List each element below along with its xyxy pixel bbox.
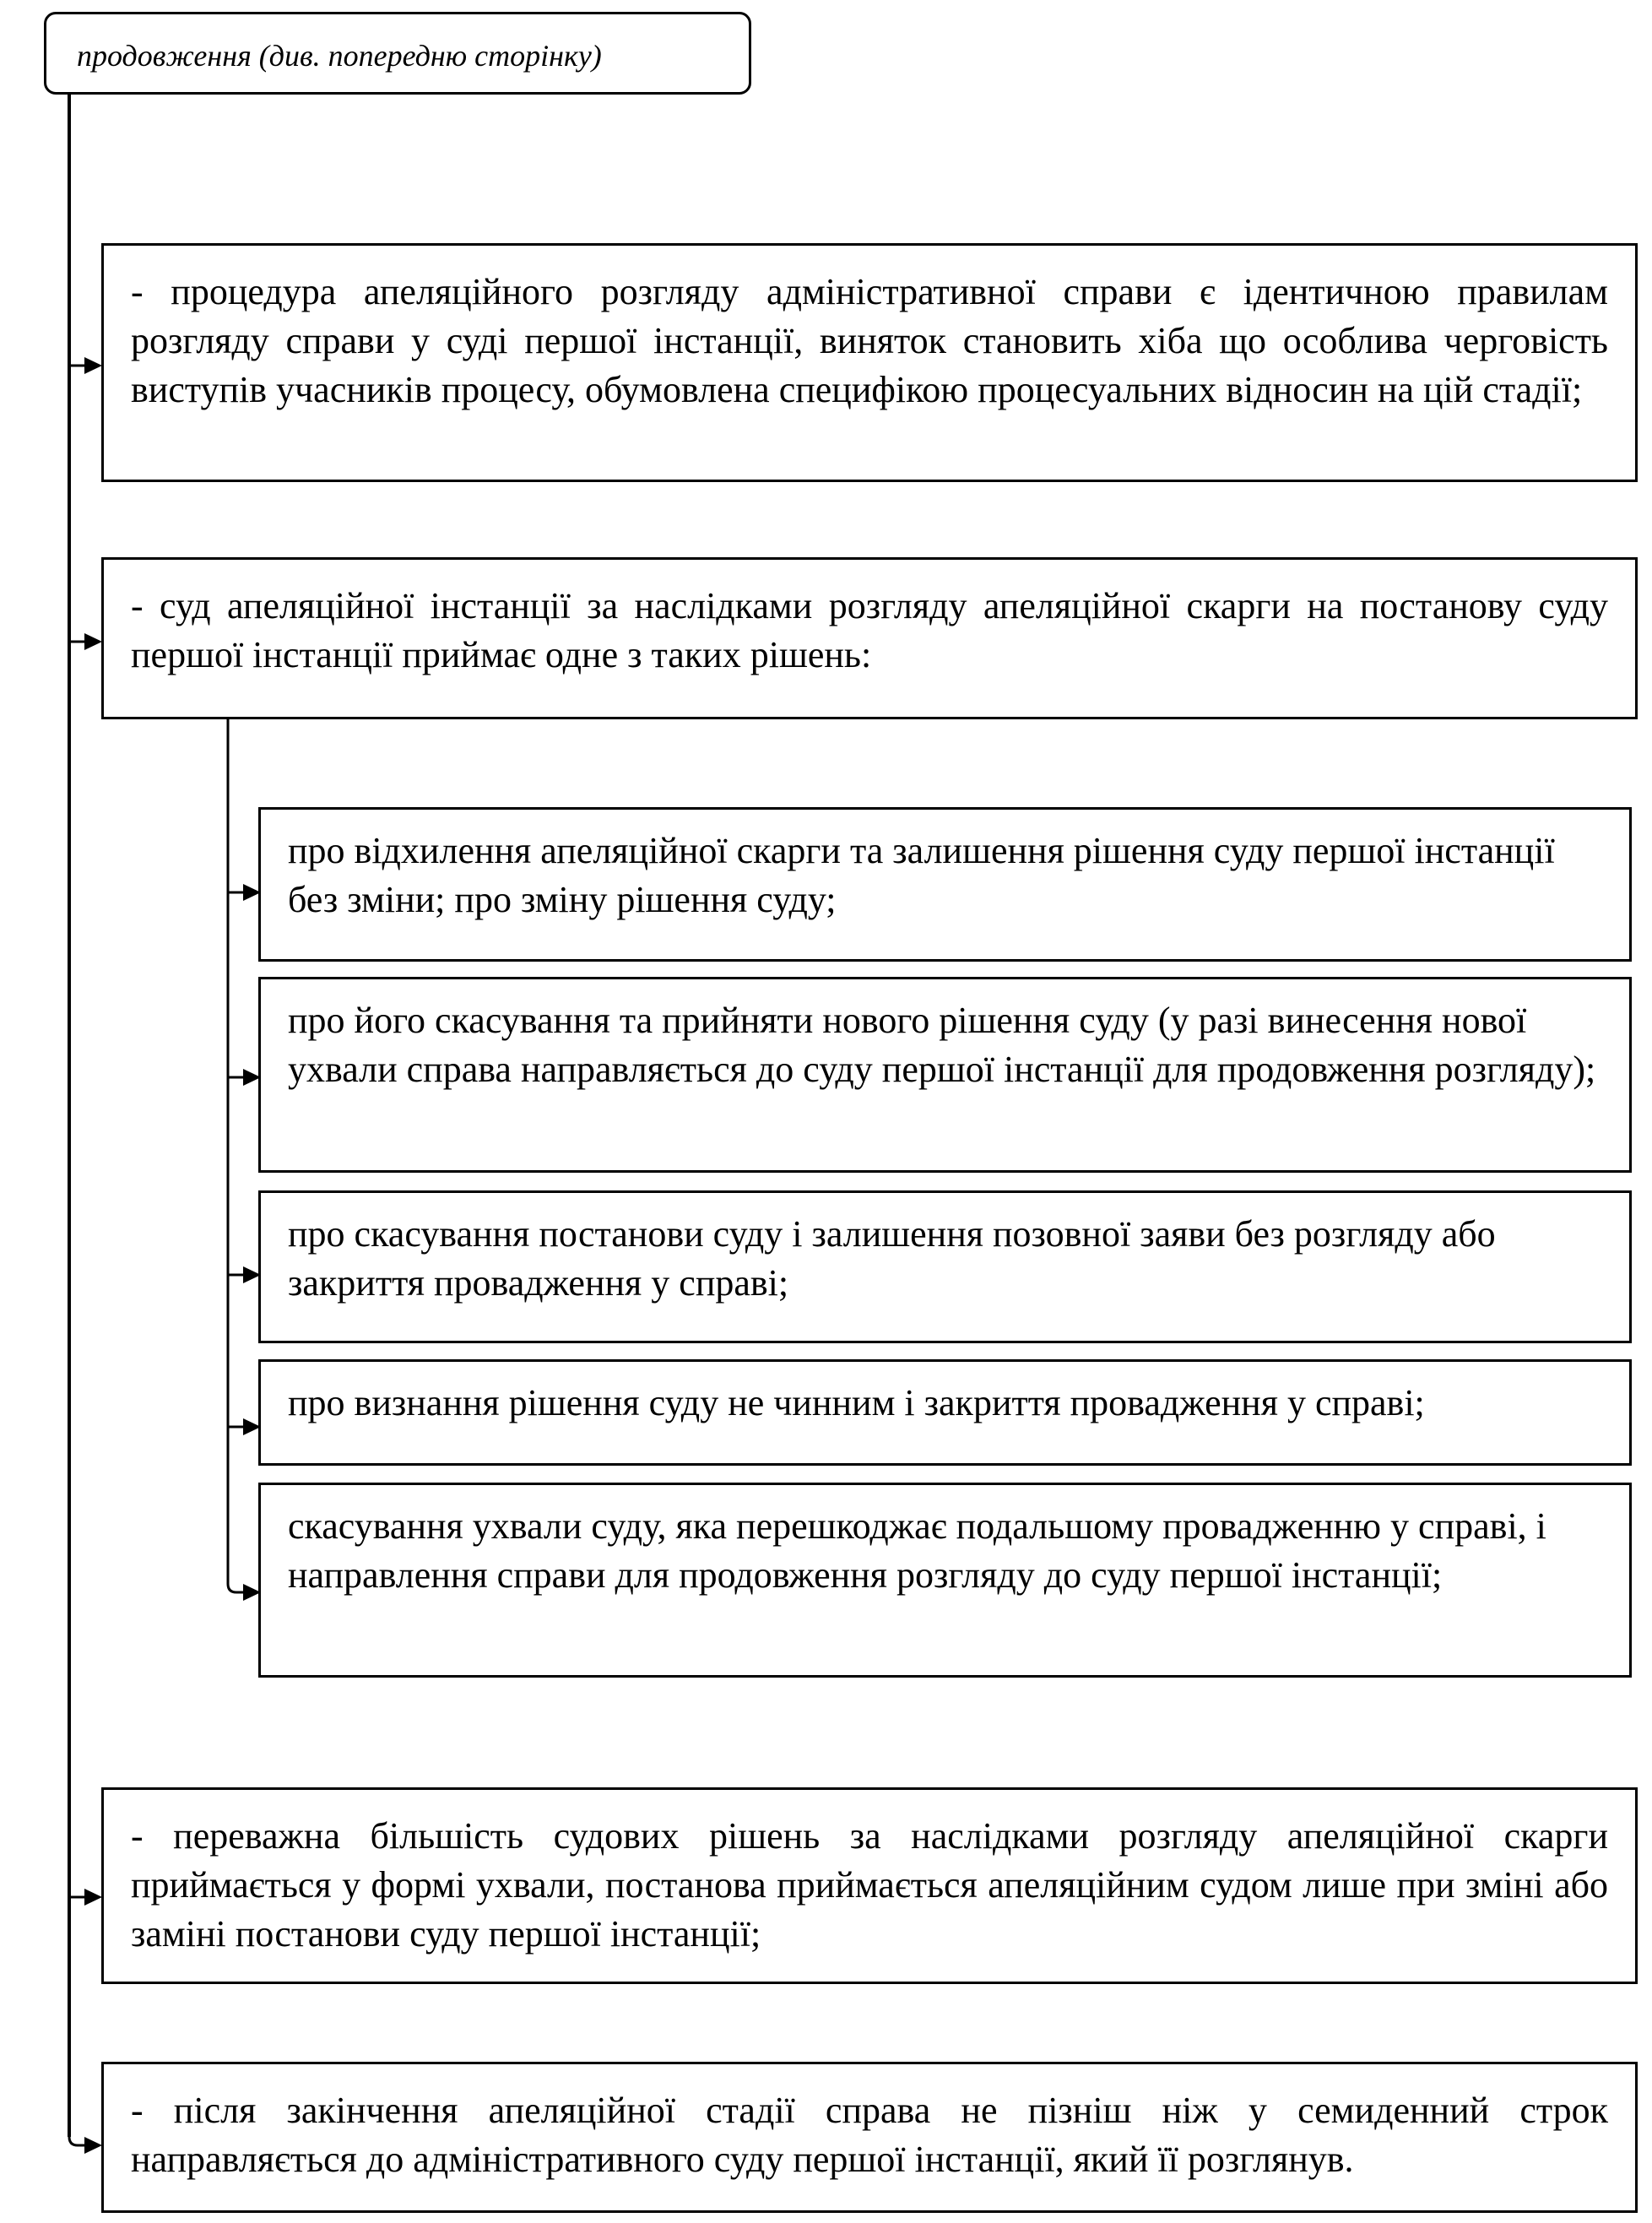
continuation-header-text: продовження (див. попередню сторінку)	[77, 39, 602, 73]
arrow-sub-1	[228, 884, 261, 901]
item-text-2: - суд апеляційної інстанції за наслідками розгляду апеляційної скарги на постанову суду першої інстанції приймає одне з таких рішень:	[131, 585, 1608, 676]
arrow-sub-4	[228, 1418, 261, 1435]
item-box-3	[101, 1787, 1638, 1984]
item-box-2	[101, 557, 1638, 719]
item-text-1: - процедура апеляційного розгляду адміністративної справи є ідентичною правилам розгляду справи у суді першої інстанції, виняток становить хіба що особлива черговість виступів учасників процесу, обумовлена специфікою процесуальних відносин на цій стадії;	[131, 271, 1608, 411]
sub-text-1: про відхилення апеляційної скарги та залишення рішення суду першої інстанції без зміни; про зміну рішення суду;	[288, 830, 1555, 921]
arrow-item-4	[69, 2137, 102, 2154]
item-box-4	[101, 2062, 1638, 2213]
sub-box-2	[258, 977, 1632, 1173]
sub-text-5: скасування ухвали суду, яка перешкоджає подальшому провадженню у справі, і направлення справи для продовження розгляду до суду першої інстанції;	[288, 1505, 1546, 1597]
continuation-header-box	[44, 12, 751, 95]
item-text-3: - переважна більшість судових рішень за наслідками розгляду апеляційної скарги приймається у формі ухвали, постанова приймається апеляційним судом лише при зміні або заміні постанови суду першої інстанції;	[131, 1815, 1608, 1955]
arrow-sub-5	[236, 1584, 261, 1601]
sub-text-2: про його скасування та прийняти нового рішення суду (у разі винесення нової ухвали справа направляється до суду першої інстанції для продовження розгляду);	[288, 1000, 1596, 1091]
sub-spine-bottom-curve	[228, 1584, 236, 1592]
arrow-item-1	[69, 357, 102, 374]
item-box-1	[101, 243, 1638, 482]
sub-text-4: про визнання рішення суду не чинним і закриття провадження у справі;	[288, 1382, 1425, 1423]
arrow-sub-3	[228, 1266, 261, 1283]
arrow-sub-2	[228, 1069, 261, 1086]
sub-box-4	[258, 1359, 1632, 1466]
sub-box-1	[258, 807, 1632, 962]
arrow-item-3	[69, 1889, 102, 1906]
sub-box-3	[258, 1190, 1632, 1343]
sub-box-5	[258, 1483, 1632, 1678]
arrow-item-2	[69, 633, 102, 650]
item-text-4: - після закінчення апеляційної стадії справа не пізніш ніж у семиденний строк направляється до адміністративного суду першої інстанції, який її розглянув.	[131, 2090, 1608, 2181]
sub-text-3: про скасування постанови суду і залишення позовної заяви без розгляду або закриття провадження у справі;	[288, 1213, 1496, 1304]
